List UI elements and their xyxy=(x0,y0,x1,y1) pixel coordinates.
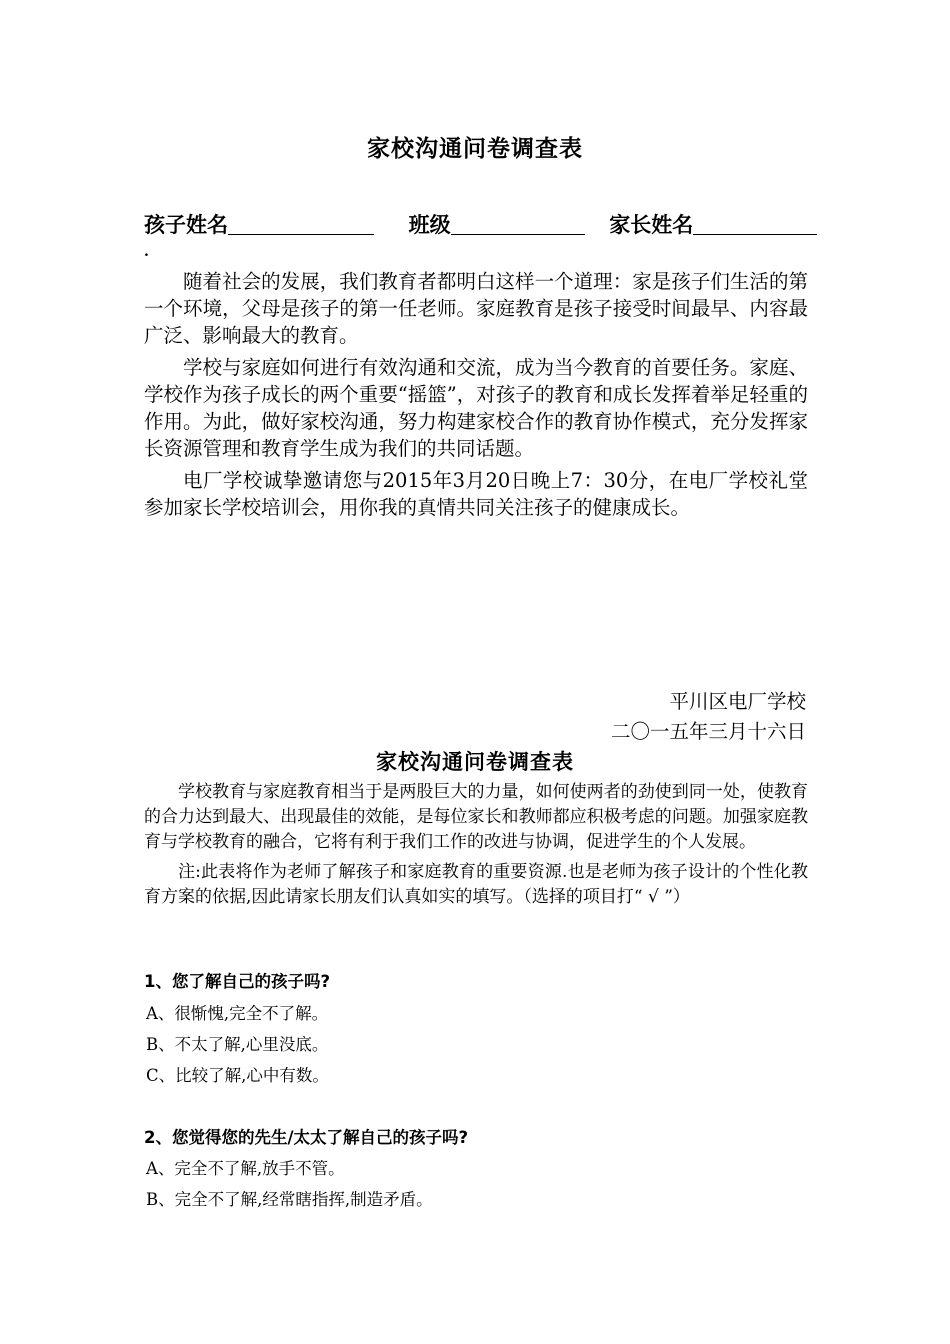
survey-intro-paragraph: 学校教育与家庭教育相当于是两股巨大的力量，如何使两者的劲使到同一处，使教育的合力达到最大、出现最佳的效能，是每位家长和教师都应积极考虑的问题。加强家庭教育与学校教育的融合，它将有利于我们工作的改进与协调，促进学生的个人发展。 xyxy=(144,782,808,852)
option-1b[interactable]: B、不太了解,心里没底。 xyxy=(146,1035,329,1054)
survey-note: 注:此表将作为老师了解孩子和家庭教育的重要资源.也是老师为孩子设计的个性化教育方案的依据,因此请家长朋友们认真如实的填写。（选择的项目打“ √ ”） xyxy=(144,862,808,907)
child-name-label: 孩子姓名 xyxy=(144,212,228,237)
intro-paragraph: 随着社会的发展，我们教育者都明白这样一个道理：家是孩子们生活的第一个环境，父母是孩子的第一任老师。家庭教育是孩子接受时间最早、内容最广泛、影响最大的教育。 xyxy=(144,270,808,347)
stray-mark: . xyxy=(144,244,149,260)
question-2: 2、您觉得您的先生/太太了解自己的孩子吗? xyxy=(144,1128,469,1147)
intro-paragraph: 电厂学校诚挚邀请您与2015年3月20日晚上7：30分，在电厂学校礼堂参加家长学校培训会，用你我的真情共同关注孩子的健康成长。 xyxy=(144,469,808,519)
intro-text xyxy=(144,268,808,526)
info-fields xyxy=(144,209,806,239)
option-1c[interactable]: C、比较了解,心中有数。 xyxy=(146,1066,329,1085)
signature-date: 二〇一五年三月十六日 xyxy=(610,720,806,743)
class-blank[interactable] xyxy=(451,212,585,235)
option-2b[interactable]: B、完全不了解,经常瞎指挥,制造矛盾。 xyxy=(146,1190,433,1209)
child-name-blank[interactable] xyxy=(228,212,374,235)
survey-intro xyxy=(144,780,808,915)
signature-school: 平川区电厂学校 xyxy=(669,690,806,713)
page-title: 家校沟通问卷调查表 xyxy=(367,135,583,162)
intro-paragraph: 学校与家庭如何进行有效沟通和交流，成为当今教育的首要任务。家庭、学校作为孩子成长的两个重要“摇篮”，对孩子的教育和成长发挥着举足轻重的作用。为此，做好家校沟通，努力构建家校合作的教育协作模式，充分发挥家长资源管理和教育学生成为我们的共同话题。 xyxy=(144,356,808,460)
survey-title: 家校沟通问卷调查表 xyxy=(376,749,574,774)
parent-name-blank[interactable] xyxy=(693,212,817,235)
class-label: 班级 xyxy=(408,212,451,237)
question-1: 1、您了解自己的孩子吗? xyxy=(144,972,331,991)
option-1a[interactable]: A、很惭愧,完全不了解。 xyxy=(146,1004,329,1023)
option-2a[interactable]: A、完全不了解,放手不管。 xyxy=(146,1159,345,1178)
parent-name-label: 家长姓名 xyxy=(609,212,694,237)
